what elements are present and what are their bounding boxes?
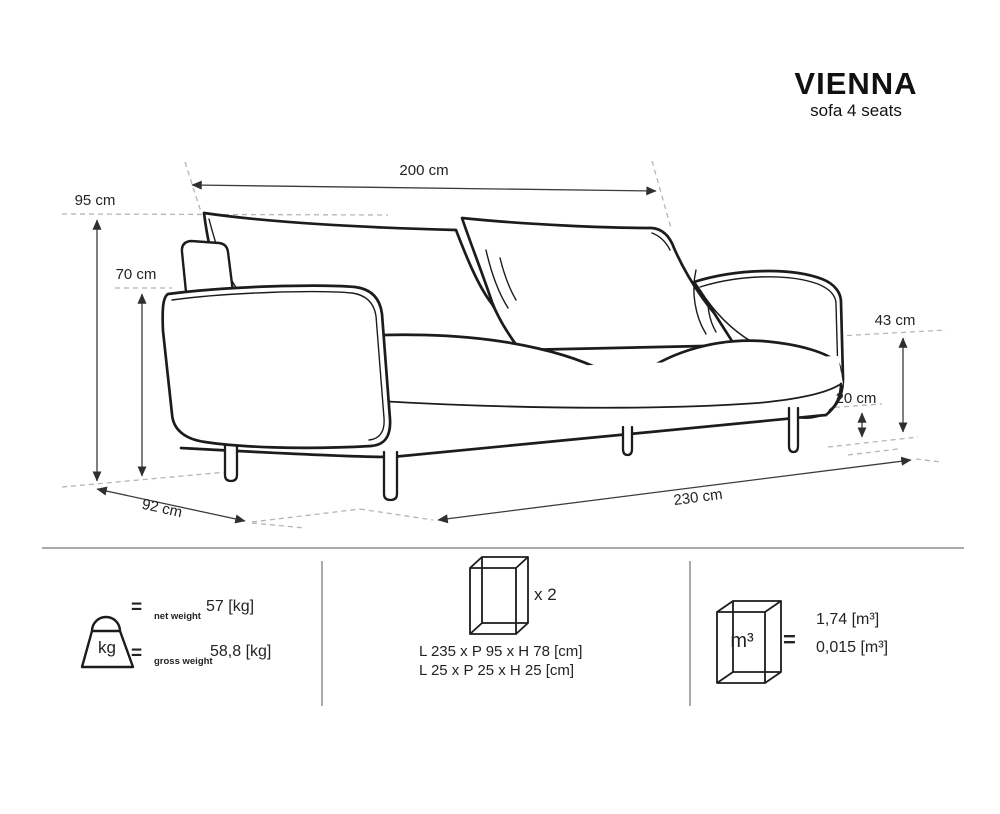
package-count: x 2 — [534, 585, 557, 604]
gross-weight-label: gross weight — [154, 656, 213, 667]
guide-floor-front-a — [252, 509, 360, 522]
dimension-label-leg-height: 20 cm — [835, 390, 877, 407]
guide-floor-front-b — [360, 509, 433, 520]
guide-floor-left — [62, 471, 237, 487]
package-box2-dimensions: L 25 x P 25 x H 25 [cm] — [419, 662, 575, 679]
guide-200-left — [185, 162, 201, 212]
dimension-label-total-height: 95 cm — [74, 192, 116, 209]
leg-front-right — [789, 408, 798, 452]
net-weight-value: 57 [kg] — [206, 598, 255, 615]
dimension-line-200 — [192, 185, 656, 191]
dimension-line-230 — [438, 460, 911, 520]
leg-front-left — [225, 441, 237, 481]
guide-230-ext — [916, 459, 941, 462]
guide-floor-right-a — [828, 437, 918, 447]
volume-sofa-value: 1,74 [m³] — [816, 611, 880, 628]
volume-box-value: 0,015 [m³] — [816, 639, 889, 656]
guide-floor-right-b — [848, 449, 898, 455]
gross-weight-equals: = — [131, 643, 143, 664]
dimension-label-seat-back-height: 43 cm — [874, 312, 916, 329]
leg-front-mid — [384, 452, 397, 500]
dimension-label-total-width: 230 cm — [672, 485, 724, 510]
sofa-drawing — [163, 213, 843, 500]
guide-43-top — [838, 330, 946, 336]
weight-icon-handle — [92, 617, 120, 631]
package-box1-dimensions: L 235 x P 95 x H 78 [cm] — [419, 643, 583, 660]
product-title: VIENNA — [794, 66, 918, 101]
guide-92-ext — [252, 523, 305, 528]
package-box-icon — [470, 557, 528, 634]
weight-icon-label: kg — [98, 638, 116, 657]
dimension-label-back-width: 200 cm — [399, 162, 449, 179]
net-weight-label: net weight — [154, 611, 201, 622]
volume-icon-label: m³ — [730, 630, 754, 652]
back-frame-corner — [182, 241, 233, 292]
gross-weight-value: 58,8 [kg] — [210, 643, 272, 660]
guide-200-right — [652, 161, 671, 228]
net-weight-equals: = — [131, 597, 143, 618]
volume-equals: = — [783, 627, 796, 652]
leg-back-mid — [623, 427, 632, 455]
armrest-left — [163, 286, 390, 448]
product-subtitle: sofa 4 seats — [810, 101, 902, 120]
dimension-label-armrest-height: 70 cm — [115, 266, 157, 283]
dimension-label-depth: 92 cm — [140, 495, 184, 522]
